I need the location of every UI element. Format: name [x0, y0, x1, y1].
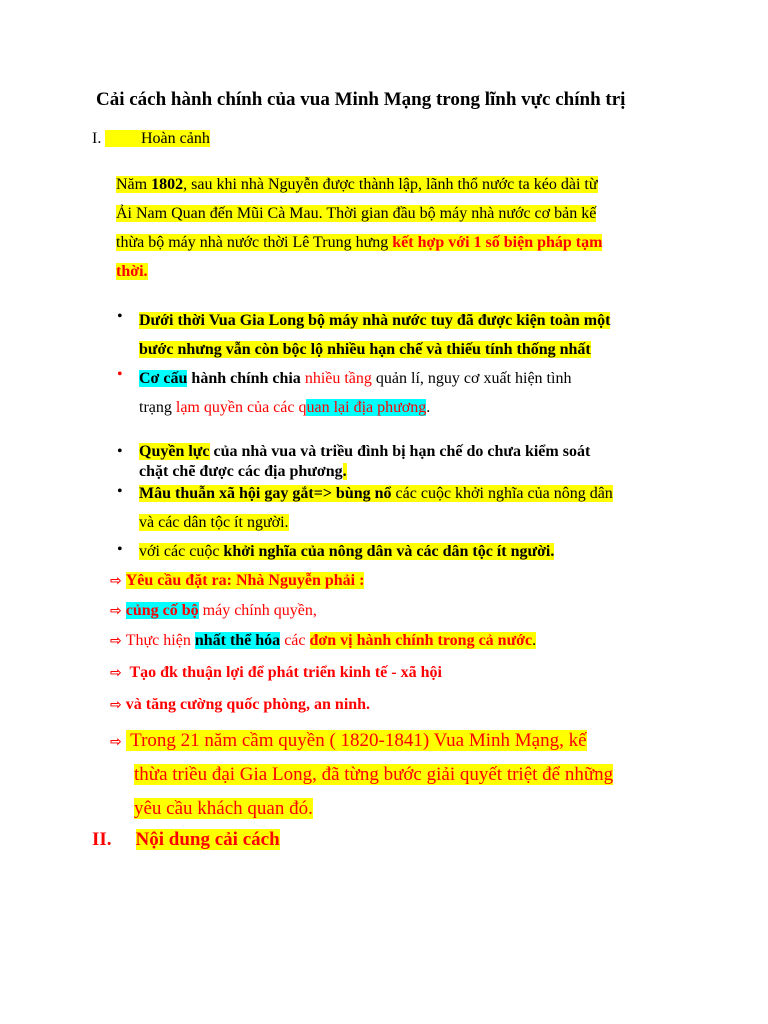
- document-title: Cải cách hành chính của vua Minh Mạng trong lĩnh vực chính trị: [96, 89, 626, 110]
- section-2-label: Nội dung cải cách: [135, 829, 280, 850]
- arrow-item-3: ⇨ Thực hiện nhất thể hóa các đơn vị hành chính trong cả nước.: [110, 632, 537, 649]
- arrow-item-4: ⇨ Tạo đk thuận lợi để phát triển kinh tế - xã hội: [110, 664, 442, 681]
- bullet-3-line-2: chặt chẽ được các địa phương.: [139, 463, 347, 480]
- bullet-2-line-1: Cơ cấu hành chính chia nhiều tầng quản lí, nguy cơ xuất hiện tình: [139, 370, 572, 387]
- arrow-item-5: ⇨ và tăng cường quốc phòng, an ninh.: [110, 696, 371, 713]
- bullet-dot: •: [117, 366, 123, 383]
- arrow-right-icon: ⇨: [110, 603, 122, 619]
- section-1-number: I.: [92, 130, 102, 147]
- bullet-4-line-1: Mâu thuẫn xã hội gay gắt=> bùng nổ các cuộc khởi nghĩa của nông dân: [139, 485, 613, 502]
- arrow-right-icon: ⇨: [110, 573, 122, 589]
- bullet-dot: •: [117, 308, 123, 325]
- bullet-dot: •: [117, 483, 123, 500]
- arrow-right-icon: ⇨: [110, 633, 122, 649]
- arrow-right-icon: ⇨: [110, 665, 122, 681]
- bullet-1-line-1: Dưới thời Vua Gia Long bộ máy nhà nước tuy đã được kiện toàn một: [139, 312, 611, 329]
- bullet-1-line-2: bước nhưng vẫn còn bộc lộ nhiều hạn chế và thiếu tính thống nhất: [139, 341, 591, 358]
- bullet-3-line-1: Quyền lực của nhà vua và triều đình bị hạn chế do chưa kiểm soát: [139, 443, 591, 460]
- bullet-dot: •: [117, 443, 123, 460]
- intro-line-2: Ải Nam Quan đến Mũi Cà Mau. Thời gian đầu bộ máy nhà nước cơ bản kế: [116, 205, 597, 222]
- arrow-item-2: ⇨ củng cố bộ máy chính quyền,: [110, 602, 317, 619]
- bullet-4-line-2: và các dân tộc ít người.: [139, 514, 289, 531]
- section-2-number: II.: [92, 829, 112, 850]
- bullet-2-line-2: trạng lạm quyền của các quan lại địa phương.: [139, 399, 431, 416]
- bullet-5-line-1: với các cuộc khởi nghĩa của nông dân và các dân tộc ít người.: [139, 543, 555, 560]
- intro-line-4: thời.: [116, 263, 148, 280]
- arrow-item-6-line-2: thừa triều đại Gia Long, đã từng bước giải quyết triệt để những: [134, 764, 614, 785]
- section-1-label: Hoàn cảnh: [105, 130, 210, 147]
- arrow-right-icon: ⇨: [110, 734, 122, 750]
- section-2-heading: [92, 826, 280, 854]
- arrow-item-6-line-3: yêu cầu khách quan đó.: [134, 798, 313, 819]
- arrow-right-icon: ⇨: [110, 697, 122, 713]
- bullet-dot: •: [117, 541, 123, 558]
- section-1-heading: [105, 128, 210, 150]
- arrow-item-6-line-1: ⇨ Trong 21 năm cầm quyền ( 1820-1841) Vua Minh Mạng, kế: [110, 730, 587, 751]
- intro-line-1: Năm 1802, sau khi nhà Nguyễn được thành lập, lãnh thổ nước ta kéo dài từ: [116, 176, 598, 193]
- arrow-item-1: ⇨ Yêu cầu đặt ra: Nhà Nguyễn phải :: [110, 572, 365, 589]
- intro-line-3: thừa bộ máy nhà nước thời Lê Trung hưng kết hợp với 1 số biện pháp tạm: [116, 234, 603, 251]
